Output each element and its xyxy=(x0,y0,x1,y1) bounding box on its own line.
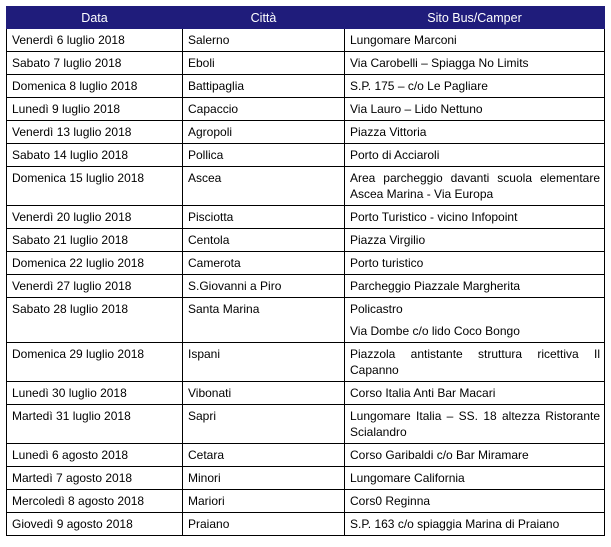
cell-data: Domenica 22 luglio 2018 xyxy=(7,252,183,275)
cell-data: Domenica 15 luglio 2018 xyxy=(7,167,183,206)
cell-citta: Agropoli xyxy=(183,121,345,144)
cell-sito-line: Cors0 Reginna xyxy=(350,494,431,508)
cell-citta: Centola xyxy=(183,229,345,252)
table-row xyxy=(7,405,605,444)
cell-data: Venerdì 6 luglio 2018 xyxy=(7,29,183,52)
table-row xyxy=(7,206,605,229)
cell-sito-line: Porto di Acciaroli xyxy=(350,148,440,162)
cell-sito-line: Corso Garibaldi c/o Bar Miramare xyxy=(350,448,529,462)
table-row xyxy=(7,144,605,167)
cell-sito-line: Piazzola antistante struttura ricettiva Il Capanno xyxy=(350,347,600,377)
cell-data: Lunedì 30 luglio 2018 xyxy=(7,382,183,405)
cell-sito xyxy=(345,382,605,405)
cell-sito xyxy=(345,98,605,121)
cell-sito xyxy=(345,513,605,536)
cell-sito xyxy=(345,167,605,206)
table-row xyxy=(7,29,605,52)
cell-data: Sabato 14 luglio 2018 xyxy=(7,144,183,167)
cell-data: Mercoledì 8 agosto 2018 xyxy=(7,490,183,513)
table-row xyxy=(7,121,605,144)
cell-data: Domenica 29 luglio 2018 xyxy=(7,343,183,382)
cell-data: Martedì 31 luglio 2018 xyxy=(7,405,183,444)
cell-sito-line: Lungomare California xyxy=(350,471,465,485)
cell-sito xyxy=(345,444,605,467)
cell-sito xyxy=(345,405,605,444)
cell-citta: Battipaglia xyxy=(183,75,345,98)
table-body xyxy=(7,29,605,536)
cell-data: Lunedì 6 agosto 2018 xyxy=(7,444,183,467)
cell-sito-line: Parcheggio Piazzale Margherita xyxy=(350,279,521,293)
table-row xyxy=(7,252,605,275)
cell-sito xyxy=(345,229,605,252)
table-row xyxy=(7,75,605,98)
schedule-table-container xyxy=(6,6,605,536)
cell-citta: Ispani xyxy=(183,343,345,382)
cell-data: Martedì 7 agosto 2018 xyxy=(7,467,183,490)
cell-sito-line: Lungomare Marconi xyxy=(350,33,457,47)
header-data: Data xyxy=(7,7,183,29)
header-sito: Sito Bus/Camper xyxy=(345,7,605,29)
cell-citta: Vibonati xyxy=(183,382,345,405)
cell-sito xyxy=(345,467,605,490)
cell-data: Sabato 21 luglio 2018 xyxy=(7,229,183,252)
cell-data: Venerdì 27 luglio 2018 xyxy=(7,275,183,298)
cell-citta: Cetara xyxy=(183,444,345,467)
cell-sito xyxy=(345,206,605,229)
table-row xyxy=(7,298,605,343)
cell-data: Lunedì 9 luglio 2018 xyxy=(7,98,183,121)
table-row xyxy=(7,52,605,75)
header-citta: Città xyxy=(183,7,345,29)
cell-sito-line: Porto turistico xyxy=(350,256,424,270)
cell-sito xyxy=(345,75,605,98)
cell-sito xyxy=(345,121,605,144)
cell-sito xyxy=(345,298,605,343)
cell-data: Venerdì 20 luglio 2018 xyxy=(7,206,183,229)
cell-sito xyxy=(345,252,605,275)
cell-citta: Sapri xyxy=(183,405,345,444)
cell-sito-line: Via Dombe c/o lido Coco Bongo xyxy=(350,324,520,338)
schedule-table xyxy=(6,6,605,536)
table-row xyxy=(7,98,605,121)
table-row xyxy=(7,513,605,536)
cell-citta: Mariori xyxy=(183,490,345,513)
cell-data: Sabato 28 luglio 2018 xyxy=(7,298,183,343)
cell-citta: Capaccio xyxy=(183,98,345,121)
table-header-row xyxy=(7,7,605,29)
cell-sito-line: Via Lauro – Lido Nettuno xyxy=(350,102,483,116)
cell-citta: Praiano xyxy=(183,513,345,536)
cell-sito xyxy=(345,144,605,167)
cell-citta: Pisciotta xyxy=(183,206,345,229)
cell-data: Venerdì 13 luglio 2018 xyxy=(7,121,183,144)
table-row xyxy=(7,382,605,405)
cell-citta: Eboli xyxy=(183,52,345,75)
cell-sito-line: Piazza Virgilio xyxy=(350,233,426,247)
cell-citta: Minori xyxy=(183,467,345,490)
cell-sito xyxy=(345,29,605,52)
cell-sito xyxy=(345,52,605,75)
cell-citta: Pollica xyxy=(183,144,345,167)
cell-sito-line: Area parcheggio davanti scuola elementare Ascea Marina - Via Europa xyxy=(350,171,600,201)
cell-sito-line: Corso Italia Anti Bar Macari xyxy=(350,386,496,400)
cell-data: Sabato 7 luglio 2018 xyxy=(7,52,183,75)
table-row xyxy=(7,275,605,298)
cell-data: Giovedì 9 agosto 2018 xyxy=(7,513,183,536)
table-row xyxy=(7,167,605,206)
cell-sito-line: Via Carobelli – Spiagga No Limits xyxy=(350,56,529,70)
table-row xyxy=(7,343,605,382)
cell-citta: S.Giovanni a Piro xyxy=(183,275,345,298)
table-row xyxy=(7,490,605,513)
cell-sito-line: Piazza Vittoria xyxy=(350,125,427,139)
cell-sito-line: S.P. 163 c/o spiaggia Marina di Praiano xyxy=(350,517,560,531)
table-row xyxy=(7,229,605,252)
cell-sito xyxy=(345,343,605,382)
cell-sito xyxy=(345,490,605,513)
cell-sito xyxy=(345,275,605,298)
cell-citta: Ascea xyxy=(183,167,345,206)
table-row xyxy=(7,444,605,467)
cell-citta: Camerota xyxy=(183,252,345,275)
cell-data: Domenica 8 luglio 2018 xyxy=(7,75,183,98)
cell-citta: Salerno xyxy=(183,29,345,52)
cell-sito-line: Porto Turistico - vicino Infopoint xyxy=(350,210,518,224)
cell-sito-line: Lungomare Italia – SS. 18 altezza Ristorante Scialandro xyxy=(350,409,600,439)
table-row xyxy=(7,467,605,490)
cell-citta: Santa Marina xyxy=(183,298,345,343)
cell-sito-line: Policastro xyxy=(350,302,403,316)
cell-sito-line: S.P. 175 – c/o Le Pagliare xyxy=(350,79,488,93)
